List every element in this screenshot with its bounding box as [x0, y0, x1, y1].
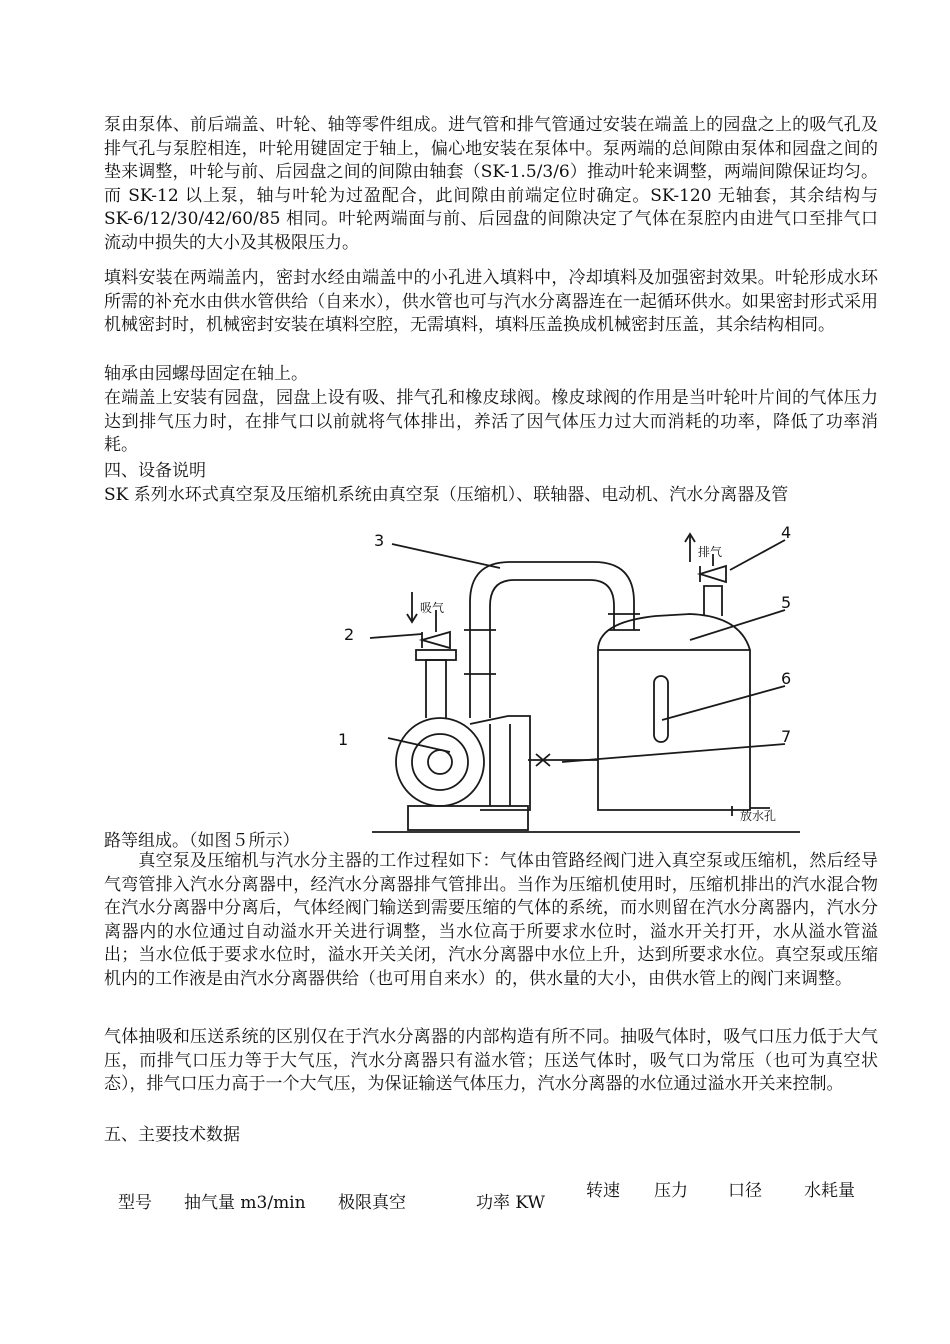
paragraph-system-intro-end: 路等组成。（如图５所示）	[104, 831, 300, 851]
system-diagram-svg	[330, 510, 810, 842]
pump-casing	[470, 716, 530, 810]
level-window	[654, 676, 668, 742]
leader-6	[662, 686, 785, 720]
table-header-speed: 转速	[586, 1181, 620, 1201]
inlet-valve	[422, 632, 450, 648]
figure-label-5: 5	[781, 593, 792, 612]
heading-section-5: 五、主要技术数据	[104, 1125, 240, 1145]
leader-3	[392, 544, 500, 568]
paragraph-packing: 填料安装在两端盖内，密封水经由端盖中的小孔进入填料中，冷却填料及加强密封效果。叶轮形成水环所需的补充水由供水管供给（自来水），供水管也可与汽水分离器连在一起循环供水。如果密封形式采用机械密封时，机械密封安装在填料空腔，无需填料，填料压盖换成机械密封压盖，其余结构相同。	[104, 268, 878, 335]
pump-inner	[412, 734, 468, 790]
tech-data-table-header	[0, 1176, 950, 1216]
heading-section-4: 四、设备说明	[104, 461, 206, 481]
leader-4	[730, 540, 785, 570]
paragraph-system-difference: 气体抽吸和压送系统的区别仅在于汽水分离器的内部构造有所不同。抽吸气体时，吸气口压力低于大气压，而排气口压力等于大气压，汽水分离器只有溢水管；压送气体时，吸气口为常压（也可为真空状态），排气口压力高于一个大气压，为保证输送气体压力，汽水分离器的水位通过溢水开关来控制。	[104, 1027, 878, 1094]
discharge-pipe-outer	[470, 562, 634, 718]
figure-drain-label: 放水孔	[740, 809, 777, 823]
paragraph-system-intro: SK 系列水环式真空泵及压缩机系统由真空泵（压缩机）、联轴器、电动机、汽水分离器及管	[104, 485, 789, 505]
figure-label-3: 3	[374, 531, 385, 550]
table-header-capacity: 抽气量 m3/min	[184, 1193, 306, 1213]
outlet-valve	[700, 566, 726, 582]
paragraph-bearing: 轴承由园螺母固定在轴上。	[104, 364, 308, 384]
table-header-water-consumption: 水耗量	[804, 1181, 855, 1201]
figure-inlet-label: 吸气	[420, 601, 445, 615]
table-header-power: 功率 KW	[476, 1193, 545, 1213]
leader-2	[370, 634, 422, 638]
figure-outlet-label: 排气	[698, 545, 723, 559]
table-header-ultimate-vacuum: 极限真空	[338, 1193, 406, 1213]
table-header-diameter: 口径	[728, 1181, 762, 1201]
pump-body	[396, 718, 484, 806]
leader-7	[562, 744, 785, 762]
paragraph-disc-valve: 在端盖上安装有园盘，园盘上设有吸、排气孔和橡皮球阀。橡皮球阀的作用是当叶轮叶片间的气体压力达到排气压力时，在排气口以前就将气体排出，养活了因气体压力过大而消耗的功率，降低了功率消耗。	[104, 388, 878, 455]
figure-label-4: 4	[781, 523, 792, 542]
table-header-model: 型号	[118, 1193, 152, 1213]
paragraph-pump-structure: 泵由泵体、前后端盖、叶轮、轴等零件组成。进气管和排气管通过安装在端盖上的园盘之上的吸气孔及排气孔与泵腔相连，叶轮用键固定于轴上，偏心地安装在泵体中。泵两端的总间隙由泵体和园盘之间的垫来调整，叶轮与前、后园盘之间的间隙由轴套（SK-1.5/3/6）推动叶轮来调整，两端间隙保证均匀。而 SK-12 以上泵，轴与叶轮为过盈配合，此间隙由前端定位时确定。SK-120 无轴套，其余结构与 SK-6/12/30/42/60/85 相同。叶轮两端面与前、后园盘的间隙决定了气体在泵腔内由进气口至排气口流动中损失的大小及其极限压力。	[104, 115, 878, 253]
discharge-pipe-inner	[490, 580, 614, 718]
figure-label-2: 2	[344, 625, 355, 644]
table-header-pressure: 压力	[654, 1181, 688, 1201]
inlet-flange	[416, 650, 456, 660]
inlet-column	[426, 660, 446, 718]
pump-hub	[428, 750, 452, 774]
separator-tank	[598, 614, 750, 810]
paragraph-working-process: 真空泵及压缩机与汽水分主器的工作过程如下：气体由管路经阀门进入真空泵或压缩机，然后经导气弯管排入汽水分离器中，经汽水分离器排气管排出。当作为压缩机使用时，压缩机排出的汽水混合物在汽水分离器中分离后，气体经阀门输送到需要压缩的气体的系统，而水则留在汽水分离器内，汽水分离器内的水位通过自动溢水开关进行调整，当水位高于所要求水位时，溢水开关打开，水从溢水管溢出；当水位低于要求水位时，溢水开关关闭，汽水分离器中水位上升，达到所要求水位。真空泵或压缩机内的工作液是由汽水分离器供给（也可用自来水）的，供水量的大小，由供水管上的阀门来调整。	[104, 851, 878, 989]
outlet-pipe	[704, 586, 722, 616]
figure-5-system-diagram	[330, 510, 810, 842]
figure-label-7: 7	[781, 727, 792, 746]
figure-label-1: 1	[338, 730, 349, 749]
figure-label-6: 6	[781, 669, 792, 688]
